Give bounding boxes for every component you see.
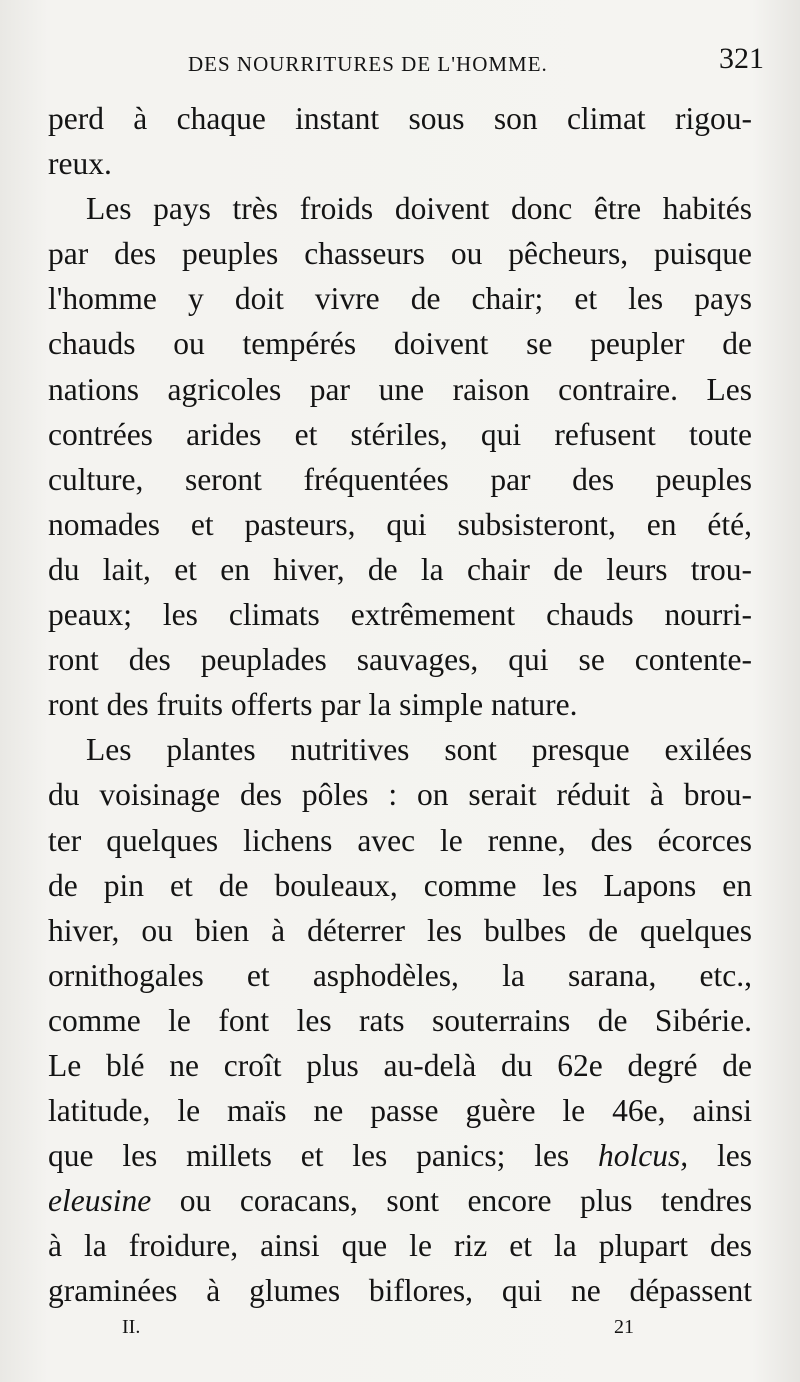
text-line: ter quelques lichens avec le renne, des écorces: [48, 822, 752, 858]
text-line: reux.: [48, 146, 112, 182]
text-line: [48, 1178, 752, 1223]
text-line: ront des peuplades sauvages, qui se contente-: [48, 642, 752, 678]
text-line: par des peuples chasseurs ou pêcheurs, puisque: [48, 236, 752, 272]
text-line: culture, seront fréquentées par des peuples: [48, 461, 752, 497]
volume-signature: II.: [122, 1316, 141, 1338]
text-segment: ou coracans, sont encore plus tendres: [179, 1183, 753, 1219]
text-line: nations agricoles par une raison contraire. Les: [48, 371, 752, 407]
text-line: du voisinage des pôles : on serait réduit à brou-: [48, 777, 752, 813]
text-line: Les plantes nutritives sont presque exilées: [86, 732, 752, 768]
page-header: [48, 42, 768, 82]
text-line: comme le font les rats souterrains de Sibérie.: [48, 1002, 752, 1038]
text-line: ornithogales et asphodèles, la sarana, etc.,: [48, 957, 752, 993]
text-line: latitude, le maïs ne passe guère le 46e, ainsi: [48, 1093, 752, 1129]
text-line: chauds ou tempérés doivent se peupler de: [48, 326, 752, 362]
italic-term: holcus,: [598, 1138, 689, 1174]
gathering-signature: 21: [614, 1316, 634, 1338]
text-line: nomades et pasteurs, qui subsisteront, en été,: [48, 506, 752, 542]
text-line: [48, 1133, 752, 1178]
page-footer: [48, 1308, 768, 1348]
text-line: du lait, et en hiver, de la chair de leurs trou-: [48, 551, 752, 587]
text-line: contrées arides et stériles, qui refusent toute: [48, 416, 752, 452]
text-line: de pin et de bouleaux, comme les Lapons en: [48, 867, 752, 903]
text-line: l'homme y doit vivre de chair; et les pays: [48, 281, 752, 317]
text-line: à la froidure, ainsi que le riz et la plupart des: [48, 1228, 752, 1264]
text-line: hiver, ou bien à déterrer les bulbes de quelques: [48, 912, 752, 948]
text-line: perd à chaque instant sous son climat rigou-: [48, 101, 752, 136]
text-line: Le blé ne croît plus au-delà du 62e degré de: [48, 1047, 752, 1083]
italic-term: eleusine: [48, 1183, 152, 1219]
text-line: graminées à glumes biflores, qui ne dépassent: [48, 1273, 752, 1309]
page-number: 321: [719, 42, 764, 75]
body-text: [48, 96, 752, 1314]
text-line: ront des fruits offerts par la simple nature.: [48, 687, 578, 723]
text-segment: que les millets et les panics; les: [48, 1138, 570, 1174]
text-line: Les pays très froids doivent donc être habités: [86, 191, 752, 227]
text-line: peaux; les climats extrêmement chauds nourri-: [48, 597, 752, 633]
text-segment: les: [717, 1138, 753, 1174]
running-head: DES NOURRITURES DE L'HOMME.: [188, 52, 548, 76]
